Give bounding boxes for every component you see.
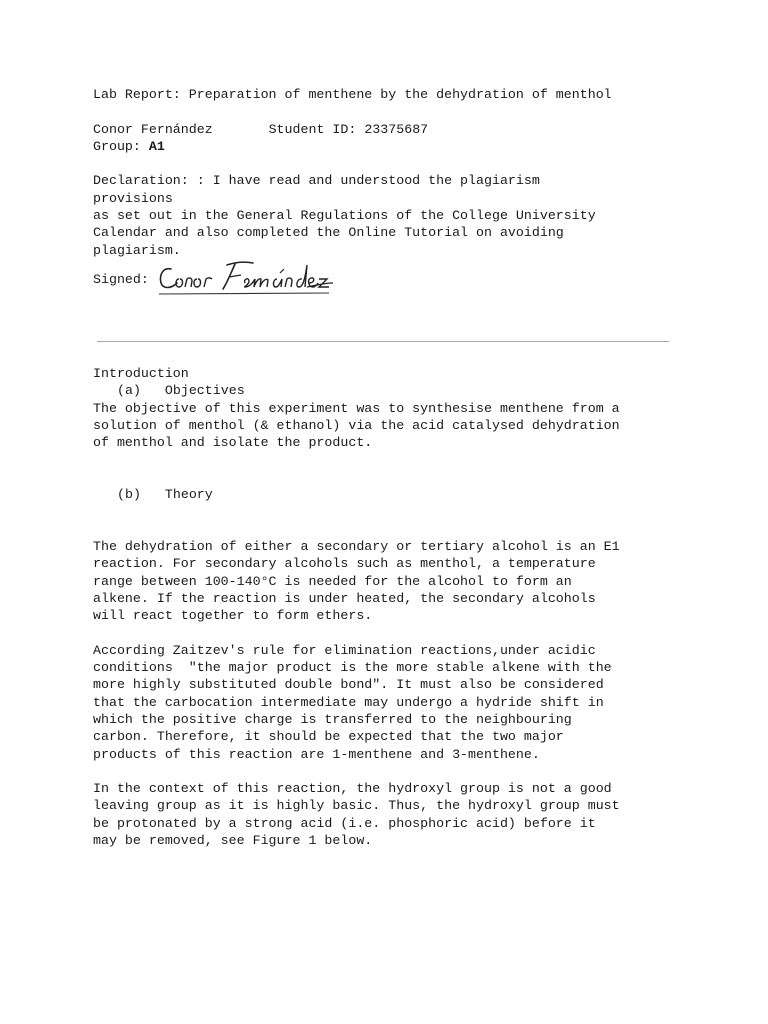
paragraph-line: may be removed, see Figure 1 below. — [93, 833, 373, 849]
paragraph-line: The dehydration of either a secondary or tertiary alcohol is an E1 — [93, 538, 620, 554]
declaration-line-2: provisions — [93, 190, 173, 206]
paragraph-line: According Zaitzev's rule for elimination reactions,under acidic — [93, 642, 596, 658]
author-name: Conor Fernández — [93, 121, 213, 137]
handwritten-signature — [157, 257, 333, 297]
horizontal-divider — [97, 341, 669, 342]
paragraph-line: which the positive charge is transferred to the neighbouring — [93, 711, 572, 727]
declaration-line-5: plagiarism. — [93, 242, 181, 258]
declaration-line-4: Calendar and also completed the Online Tutorial on avoiding — [93, 225, 564, 241]
paragraph-line: more highly substituted double bond". It must also be considered — [93, 677, 604, 693]
paragraph-line: alkene. If the reaction is under heated, the secondary alcohols — [93, 590, 596, 606]
group-label: Group: — [93, 138, 149, 154]
paragraph-line: solution of menthol (& ethanol) via the acid catalysed dehydration — [93, 417, 620, 433]
author-line — [93, 121, 678, 138]
theory-paragraph-1 — [93, 538, 675, 624]
group-line — [93, 138, 678, 155]
paragraph-line: of menthol and isolate the product. — [93, 435, 373, 451]
paragraph-line: The objective of this experiment was to synthesise menthene from a — [93, 400, 620, 416]
theory-paragraph-3 — [93, 780, 675, 849]
objectives-heading: (a) Objectives — [117, 383, 245, 399]
signature-row — [93, 263, 678, 297]
theory-heading: (b) Theory — [117, 487, 213, 503]
report-title: Lab Report: Preparation of menthene by the dehydration of menthol — [93, 87, 612, 102]
declaration-line-3: as set out in the General Regulations of the College University — [93, 208, 596, 224]
signed-label: Signed: — [93, 271, 149, 287]
paragraph-line: products of this reaction are 1-menthene and 3-menthene. — [93, 746, 540, 762]
theory-paragraph-2 — [93, 642, 675, 763]
declaration-line-1: Declaration: : I have read and understood the plagiarism — [93, 173, 540, 189]
paragraph-line: carbon. Therefore, it should be expected that the two major — [93, 729, 564, 745]
group-value: A1 — [148, 138, 165, 154]
paragraph-line: be protonated by a strong acid (i.e. phosphoric acid) before it — [93, 815, 596, 831]
introduction-section — [93, 365, 675, 849]
student-id: Student ID: 23375687 — [268, 121, 429, 137]
objectives-paragraph — [93, 400, 675, 452]
paragraph-line: range between 100-140°C is needed for the alcohol to form an — [93, 573, 572, 589]
paragraph-line: In the context of this reaction, the hydroxyl group is not a good — [93, 781, 612, 797]
paragraph-line: leaving group as it is highly basic. Thus, the hydroxyl group must — [93, 798, 620, 814]
paragraph-line: reaction. For secondary alcohols such as menthol, a temperature — [93, 556, 596, 572]
introduction-heading: Introduction — [93, 366, 189, 381]
paragraph-line: will react together to form ethers. — [93, 608, 373, 624]
paragraph-line: that the carbocation intermediate may undergo a hydride shift in — [93, 694, 604, 710]
report-header — [93, 86, 678, 297]
paragraph-line: conditions "the major product is the more stable alkene with the — [93, 660, 612, 676]
